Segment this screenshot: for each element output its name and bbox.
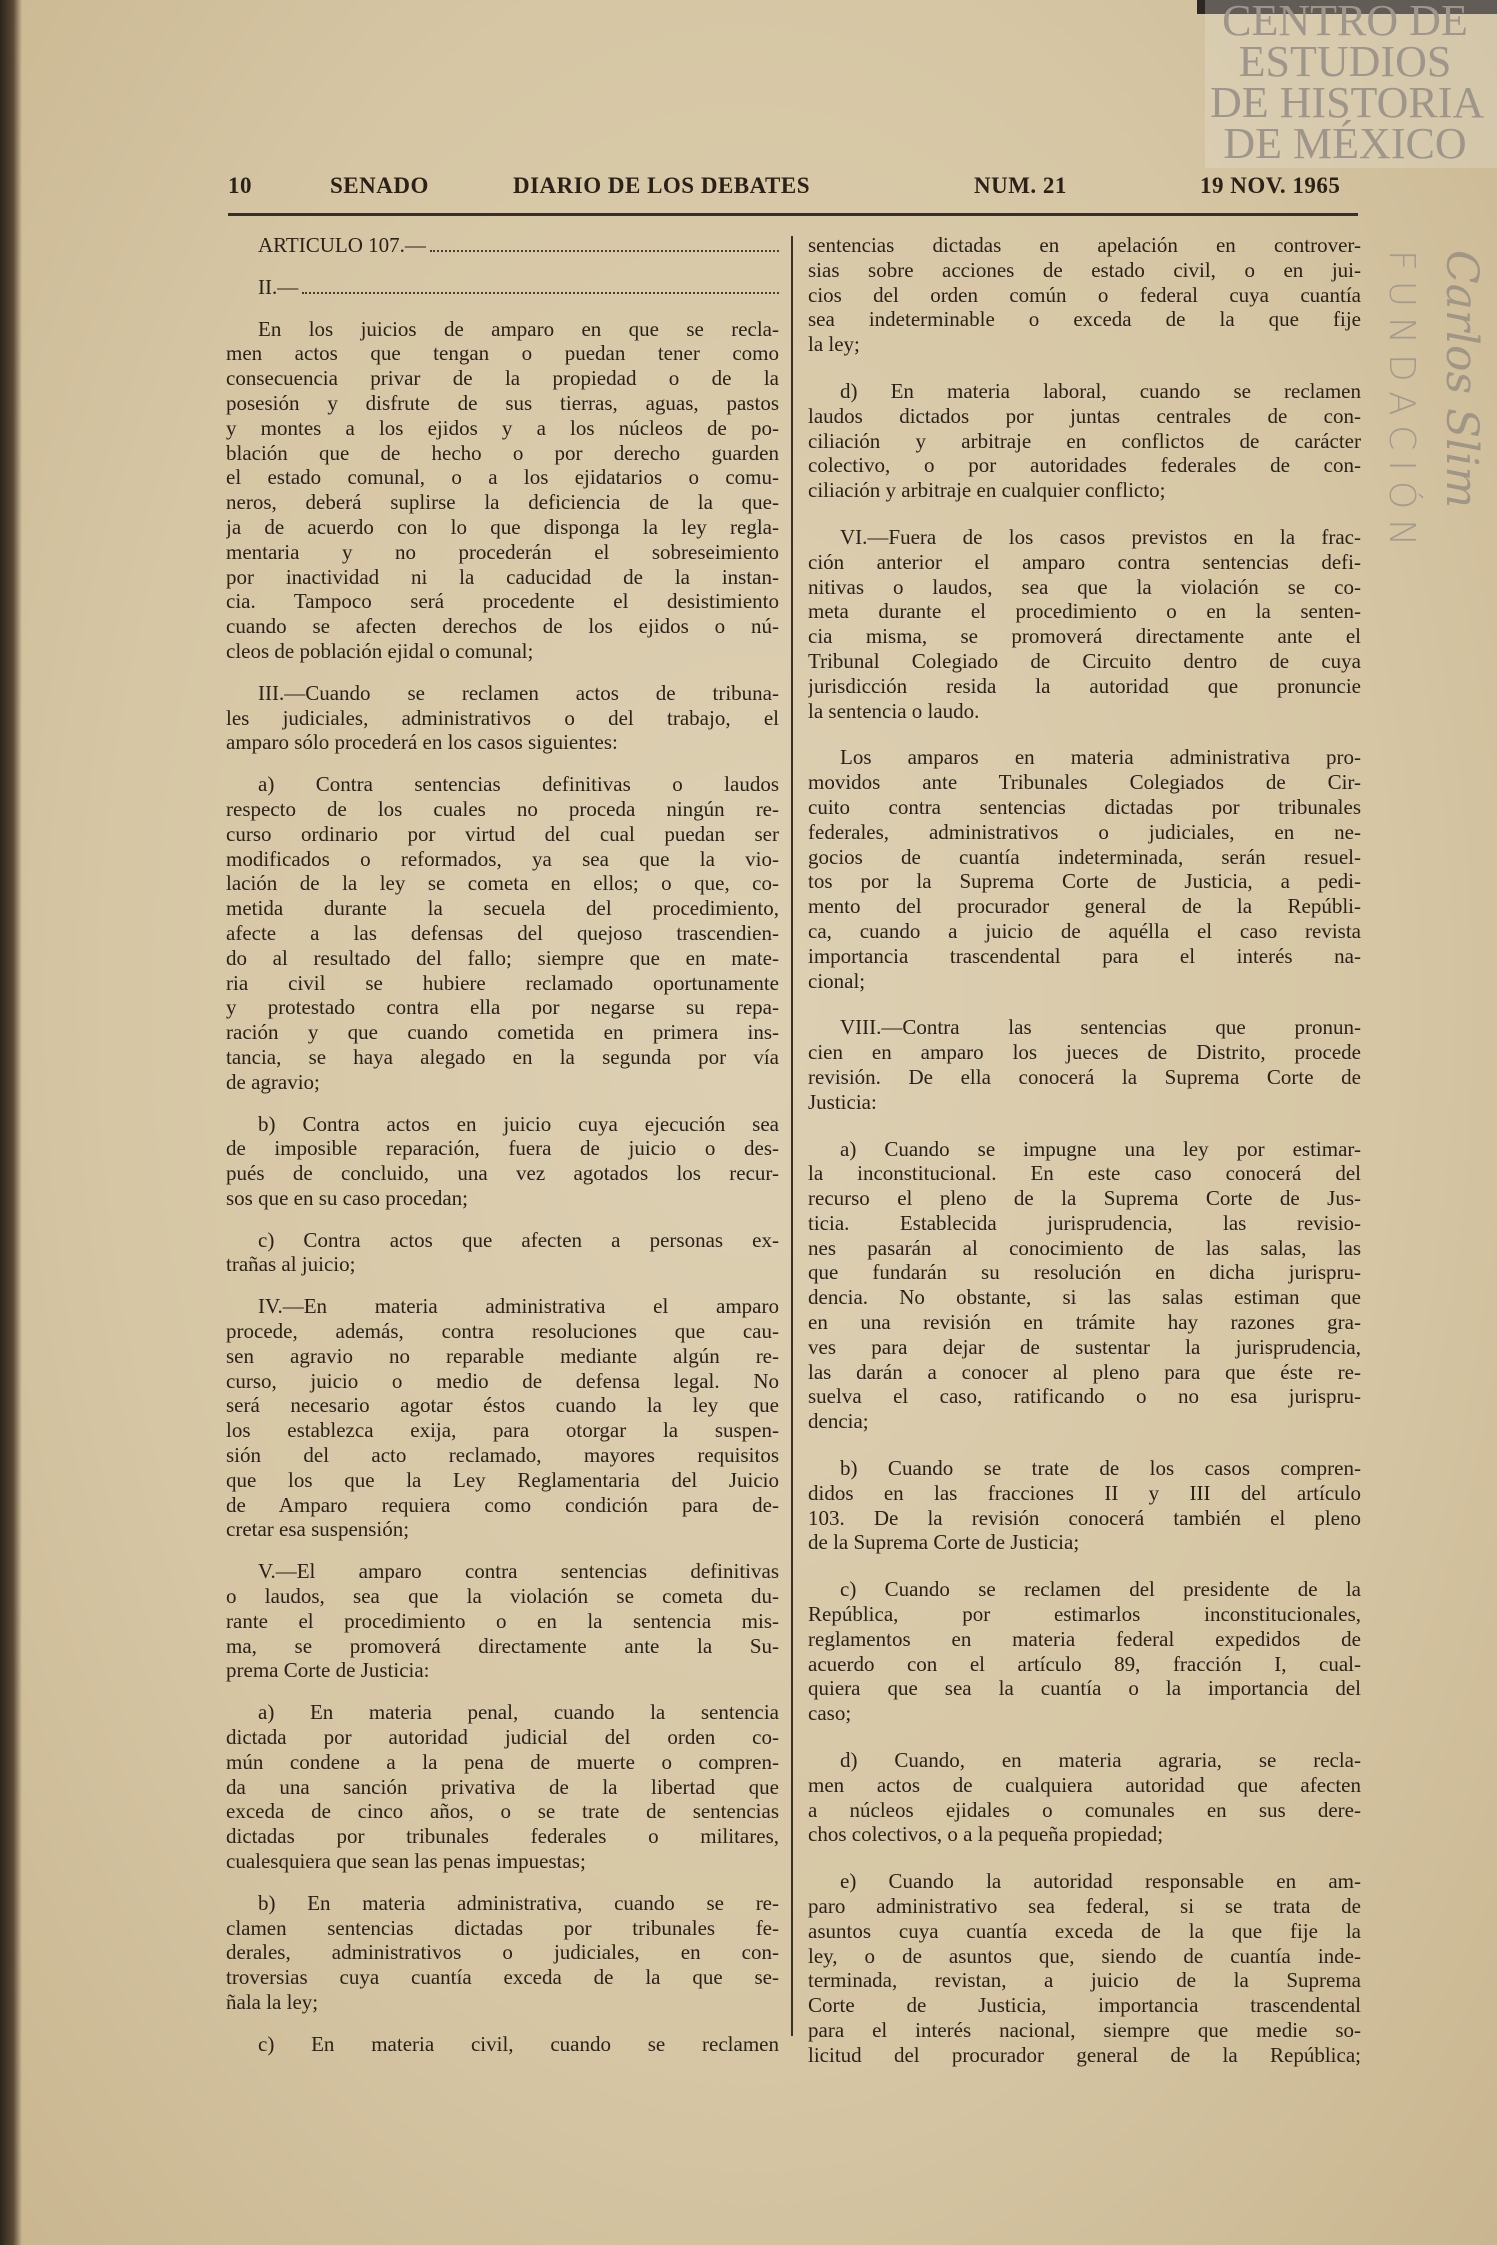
- text-line: cleos de población ejidal o comunal;: [226, 638, 534, 663]
- text-line: dencia. No obstante, si las salas estiman que: [808, 1285, 1361, 1310]
- watermark-line: ESTUDIOS: [1238, 37, 1452, 86]
- text-line: será necesario agotar éstos cuando la ley que: [226, 1393, 779, 1418]
- text-line: trañas al juicio;: [226, 1252, 356, 1277]
- text-line: nitivas o laudos, sea que la violación se co-: [808, 574, 1361, 599]
- text-line: nes pasarán al conocimiento de las salas, las: [808, 1235, 1361, 1260]
- text-line: federales, administrativos o judiciales, en ne-: [808, 819, 1361, 844]
- text-line: troversias cuya cuantía exceda de la que se-: [226, 1965, 779, 1990]
- text-line: d) En materia laboral, cuando se reclamen: [840, 378, 1361, 403]
- paragraph: [808, 1748, 1361, 1847]
- text-line: III.—Cuando se reclamen actos de tribuna-: [258, 680, 779, 705]
- text-line: d) Cuando, en materia agraria, se recla-: [840, 1748, 1361, 1773]
- paragraph: [226, 1228, 779, 1278]
- text-line: de imposible reparación, fuera de juicio o des-: [226, 1136, 779, 1161]
- text-line: y protestado contra ella por negarse su repa-: [226, 995, 779, 1020]
- article-heading: [226, 233, 779, 258]
- text-line: sen agravio no reparable mediante algún re-: [226, 1343, 779, 1368]
- text-line: e) Cuando la autoridad responsable en am-: [840, 1869, 1361, 1894]
- text-line: tos por la Suprema Corte de Justicia, a pedi-: [808, 869, 1361, 894]
- paragraph: [226, 1700, 779, 1874]
- text-line: o laudos, sea que la violación se cometa du-: [226, 1584, 779, 1609]
- text-line: a) En materia penal, cuando la sentencia: [258, 1700, 779, 1725]
- text-line: dencia;: [808, 1409, 869, 1434]
- watermark-line: DE HISTORIA: [1210, 78, 1485, 127]
- scan-edge-left: [0, 0, 22, 2245]
- paragraph: [226, 681, 779, 755]
- text-line: acuerdo con el artículo 89, fracción I, cual-: [808, 1651, 1361, 1676]
- text-line: quiera que sea la cuantía o la importancia del: [808, 1676, 1361, 1701]
- column-divider: [791, 236, 793, 2036]
- text-line: b) En materia administrativa, cuando se re-: [258, 1890, 779, 1915]
- text-line: cia. Tampoco será procedente el desistimiento: [226, 589, 779, 614]
- dotted-leader: [302, 276, 779, 294]
- text-line: da una sanción privativa de la libertad que: [226, 1774, 779, 1799]
- paragraph: [226, 2032, 779, 2057]
- text-line: cuando se afecten derechos de los ejidos o nú-: [226, 614, 779, 639]
- text-line: VI.—Fuera de los casos previstos en la frac-: [840, 524, 1361, 549]
- text-line: ma, se promoverá directamente ante la Su-: [226, 1633, 779, 1658]
- text-line: sea indeterminable o exceda de la que fije: [808, 307, 1361, 332]
- text-line: ca, cuando a juicio de aquélla el caso revista: [808, 918, 1361, 943]
- text-line: blación que de hecho o por derecho guarden: [226, 440, 779, 465]
- text-line: ración y que cuando cometida en primera ins-: [226, 1020, 779, 1045]
- text-line: laudos dictados por juntas centrales de con-: [808, 403, 1361, 428]
- text-line: terminada, revistan, a juicio de la Suprema: [808, 1968, 1361, 1993]
- text-line: do al resultado del fallo; siempre que en mate-: [226, 945, 779, 970]
- paragraph: [808, 1137, 1361, 1435]
- text-line: cios del orden común o federal cuya cuantía: [808, 282, 1361, 307]
- text-line: mentaria y no procederán el sobreseimiento: [226, 539, 779, 564]
- text-line: prema Corte de Justicia:: [226, 1658, 430, 1683]
- text-line: que los que la Ley Reglamentaria del Juicio: [226, 1467, 779, 1492]
- text-line: sias sobre acciones de estado civil, o en jui-: [808, 257, 1361, 282]
- text-line: metida durante la secuela del procedimiento,: [226, 896, 779, 921]
- text-line: mún condene a la pena de muerte o compren-: [226, 1749, 779, 1774]
- text-line: cional;: [808, 968, 866, 993]
- page-number: 10: [228, 173, 252, 198]
- text-line: En los juicios de amparo en que se recla-: [258, 316, 779, 341]
- watermark-line: CENTRO DE: [1222, 0, 1468, 45]
- text-line: sentencias dictadas en apelación en controver-: [808, 233, 1361, 257]
- text-line: República, por estimarlos inconstitucionales,: [808, 1602, 1361, 1627]
- text-line: la ley;: [808, 332, 860, 357]
- text-line: mento del procurador general de la Repúbli-: [808, 894, 1361, 919]
- text-line: a) Contra sentencias definitivas o laudos: [258, 772, 779, 797]
- text-line: 103. De la revisión conocerá también el pleno: [808, 1505, 1361, 1530]
- text-line: V.—El amparo contra sentencias definitivas: [258, 1559, 779, 1584]
- text-line: c) Contra actos que afecten a personas ex-: [258, 1227, 779, 1252]
- watermark-foundation: FUNDACIÓN: [1381, 250, 1422, 557]
- text-line: ves para dejar de sustentar la jurisprudencia,: [808, 1334, 1361, 1359]
- text-line: ria civil se hubiere reclamado oportunamente: [226, 970, 779, 995]
- text-line: las darán a conocer al pleno para que éste re-: [808, 1359, 1361, 1384]
- text-line: modificados o reformados, ya sea que la vio-: [226, 846, 779, 871]
- paragraph: [808, 1869, 1361, 2067]
- text-line: en una revisión en trámite hay razones gra-: [808, 1310, 1361, 1335]
- paragraph: [226, 317, 779, 664]
- running-header: [228, 173, 1358, 205]
- text-line: cuito contra sentencias dictadas por tribunales: [808, 794, 1361, 819]
- text-line: ley, o de asuntos que, siendo de cuantía inde-: [808, 1943, 1361, 1968]
- fraction-ii: [226, 275, 779, 300]
- text-line: paro administrativo sea federal, si se trata de: [808, 1894, 1361, 1919]
- paragraph: [226, 772, 779, 1094]
- text-line: los establezca exija, para otorgar la suspen-: [226, 1418, 779, 1443]
- text-line: ciliación y arbitraje en conflictos de carácter: [808, 428, 1361, 453]
- text-line: recurso el pleno de la Suprema Corte de Jus-: [808, 1186, 1361, 1211]
- article-heading-text: ARTICULO 107.—: [258, 233, 426, 257]
- text-line: tancia, se haya alegado en la segunda por vía: [226, 1044, 779, 1069]
- text-line: clamen sentencias dictadas por tribunales fe-: [226, 1915, 779, 1940]
- dotted-leader: [430, 234, 779, 252]
- text-line: reglamentos en materia federal expedidos de: [808, 1626, 1361, 1651]
- text-line: ciliación y arbitraje en cualquier conflicto;: [808, 478, 1166, 503]
- text-line: colectivo, o por autoridades federales de con-: [808, 453, 1361, 478]
- text-line: neros, deberá suplirse la deficiencia de la que-: [226, 490, 779, 515]
- text-line: ticia. Establecida jurisprudencia, las revisio-: [808, 1210, 1361, 1235]
- text-line: por inactividad ni la caducidad de la instan-: [226, 564, 779, 589]
- header-rule: [228, 213, 1358, 216]
- text-line: consecuencia privar de la propiedad o de la: [226, 366, 779, 391]
- text-line: movidos ante Tribunales Colegiados de Cir-: [808, 770, 1361, 795]
- text-line: c) Cuando se reclamen del presidente de la: [840, 1577, 1361, 1602]
- header-issue: NUM. 21: [974, 173, 1067, 198]
- left-column: [226, 233, 779, 2057]
- text-line: a) Cuando se impugne una ley por estimar-: [840, 1136, 1361, 1161]
- paragraph: [808, 1456, 1361, 1555]
- text-line: didos en las fracciones II y III del artículo: [808, 1480, 1361, 1505]
- text-line: exceda de cinco años, o se trate de sentencias: [226, 1799, 779, 1824]
- text-line: caso;: [808, 1701, 852, 1726]
- paragraph: [808, 233, 1361, 357]
- text-line: posesión y disfrute de sus tierras, aguas, pastos: [226, 390, 779, 415]
- text-line: men actos que tengan o puedan tener como: [226, 341, 779, 366]
- text-line: ción anterior el amparo contra sentencias defi-: [808, 549, 1361, 574]
- text-line: rante el procedimiento o en la sentencia mis-: [226, 1608, 779, 1633]
- text-line: Justicia:: [808, 1089, 877, 1114]
- header-publication: DIARIO DE LOS DEBATES: [513, 173, 811, 198]
- text-line: chos colectivos, o a la pequeña propiedad;: [808, 1822, 1164, 1847]
- paragraph: [226, 1112, 779, 1211]
- text-line: importancia trascendental para el interés na-: [808, 943, 1361, 968]
- text-line: cualesquiera que sean las penas impuestas;: [226, 1849, 586, 1874]
- text-line: el estado comunal, o a los ejidatarios o comu-: [226, 465, 779, 490]
- text-line: lación de la ley se cometa en ellos; o que, co-: [226, 871, 779, 896]
- text-line: de la Suprema Corte de Justicia;: [808, 1530, 1080, 1555]
- text-line: la sentencia o laudo.: [808, 698, 980, 723]
- fraction-ii-text: II.—: [258, 274, 299, 299]
- text-line: ja de acuerdo con lo que disponga la ley regla-: [226, 514, 779, 539]
- text-line: jurisdicción resida la autoridad que pronuncie: [808, 673, 1361, 698]
- text-line: VIII.—Contra las sentencias que pronun-: [840, 1015, 1361, 1040]
- text-line: la inconstitucional. En este caso conocerá del: [808, 1161, 1361, 1186]
- text-line: c) En materia civil, cuando se reclamen: [258, 2031, 779, 2056]
- text-line: les judiciales, administrativos o del trabajo, el: [226, 705, 779, 730]
- text-line: IV.—En materia administrativa el amparo: [258, 1294, 779, 1319]
- header-chamber: SENADO: [330, 173, 429, 198]
- text-line: men actos de cualquiera autoridad que afecten: [808, 1772, 1361, 1797]
- text-line: cia misma, se promoverá directamente ante el: [808, 624, 1361, 649]
- paragraph: [808, 1015, 1361, 1114]
- text-line: derales, administrativos o judiciales, en con-: [226, 1940, 779, 1965]
- watermark-signature: Carlos Slim: [1436, 250, 1487, 509]
- text-line: a núcleos ejidales o comunales en sus dere-: [808, 1797, 1361, 1822]
- text-line: sión del acto reclamado, mayores requisitos: [226, 1443, 779, 1468]
- text-line: procede, además, contra resoluciones que cau-: [226, 1319, 779, 1344]
- text-line: curso, juicio o medio de defensa legal. No: [226, 1368, 779, 1393]
- text-line: de agravio;: [226, 1069, 320, 1094]
- header-date: 19 NOV. 1965: [1200, 173, 1341, 198]
- text-line: afecte a las defensas del quejoso trascendien-: [226, 920, 779, 945]
- text-line: dictada por autoridad judicial del orden co-: [226, 1725, 779, 1750]
- text-line: curso ordinario por virtud del cual puedan ser: [226, 821, 779, 846]
- paragraph: [226, 1294, 779, 1542]
- watermark-line: DE MÉXICO: [1223, 119, 1467, 168]
- paragraph: [808, 1577, 1361, 1726]
- paragraph: [808, 525, 1361, 723]
- text-line: sos que en su caso procedan;: [226, 1185, 469, 1210]
- text-line: que fundarán su resolución en dicha jurispru-: [808, 1260, 1361, 1285]
- text-line: dictadas por tribunales federales o militares,: [226, 1824, 779, 1849]
- text-line: asuntos cuya cuantía exceda de la que fije la: [808, 1918, 1361, 1943]
- text-line: ñala la ley;: [226, 1990, 319, 2014]
- text-line: suelva el caso, ratificando o no esa jurispru-: [808, 1384, 1361, 1409]
- paragraph: [226, 1559, 779, 1683]
- text-line: y montes a los ejidos y a los núcleos de po-: [226, 415, 779, 440]
- text-line: Los amparos en materia administrativa pro-: [840, 745, 1361, 770]
- text-line: amparo sólo procederá en los casos siguientes:: [226, 730, 618, 755]
- text-line: cien en amparo los jueces de Distrito, procede: [808, 1040, 1361, 1065]
- text-line: Tribunal Colegiado de Circuito dentro de cuya: [808, 648, 1361, 673]
- text-line: revisión. De ella conocerá la Suprema Corte de: [808, 1064, 1361, 1089]
- text-line: gocios de cuantía indeterminada, serán resuel-: [808, 844, 1361, 869]
- text-line: licitud del procurador general de la República;: [808, 2042, 1361, 2067]
- text-line: para el interés nacional, siempre que medie so-: [808, 2018, 1361, 2042]
- text-line: cretar esa suspensión;: [226, 1517, 410, 1542]
- right-column: [808, 233, 1361, 2068]
- paragraph: [226, 1891, 779, 2015]
- text-line: Corte de Justicia, importancia trascendental: [808, 1993, 1361, 2018]
- text-line: pués de concluido, una vez agotados los recur-: [226, 1161, 779, 1186]
- paragraph: [808, 745, 1361, 993]
- text-line: respecto de los cuales no proceda ningún re-: [226, 796, 779, 821]
- text-line: b) Contra actos en juicio cuya ejecución sea: [258, 1111, 779, 1136]
- text-line: b) Cuando se trate de los casos compren-: [840, 1456, 1361, 1481]
- text-line: meta durante el procedimiento o en la senten-: [808, 599, 1361, 624]
- paragraph: [808, 379, 1361, 503]
- text-line: de Amparo requiera como condición para de-: [226, 1492, 779, 1517]
